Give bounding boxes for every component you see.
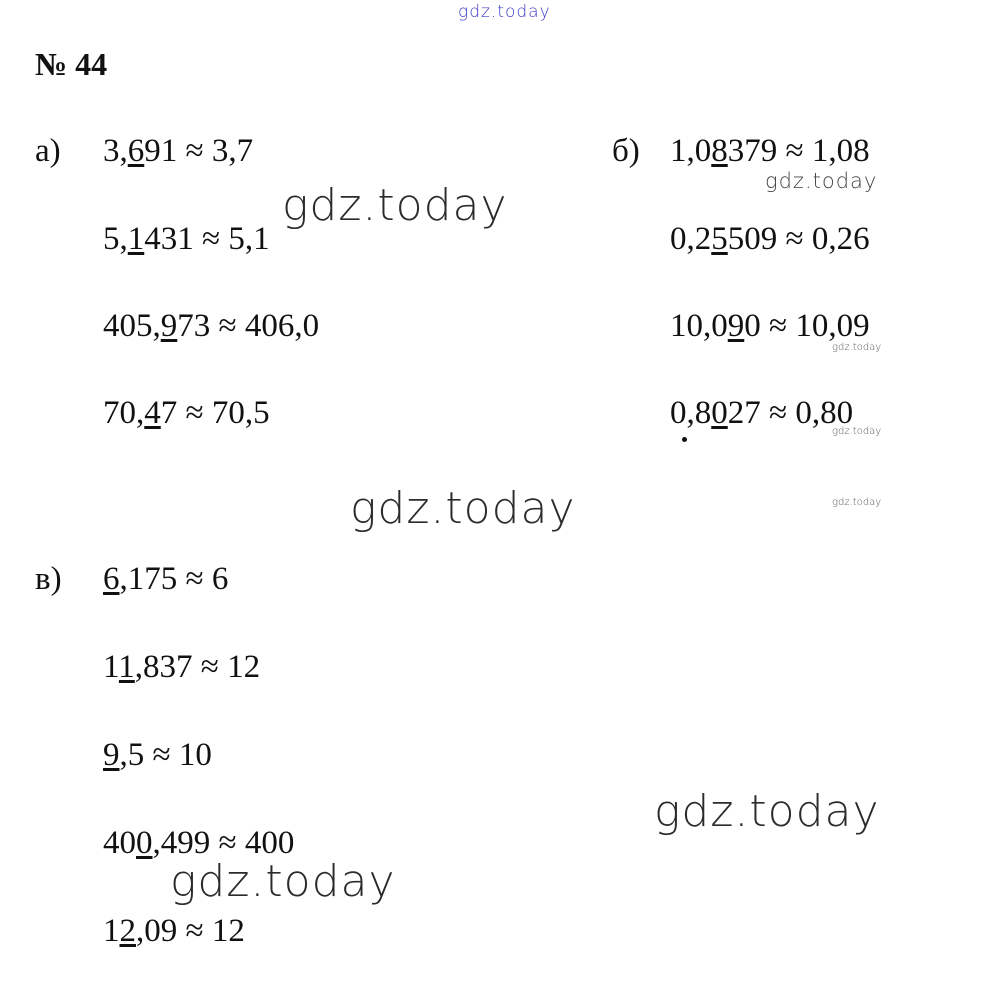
eq-post: ,175 ≈ 6 (119, 561, 229, 597)
equation-c-2 (103, 647, 260, 687)
eq-post: 509 ≈ 0,26 (727, 221, 870, 257)
section-a-label: а) (35, 133, 61, 169)
watermark: gdz.today (765, 169, 878, 193)
eq-post: ,5 ≈ 10 (119, 737, 212, 773)
eq-pre: 0,8 (670, 395, 712, 431)
equation-b-1 (670, 131, 870, 171)
eq-pre: 10,0 (670, 308, 728, 344)
watermark: gdz.today (832, 342, 882, 353)
equation-a-2 (103, 219, 270, 259)
eq-pre: 1,0 (670, 133, 712, 169)
eq-pre: 0,2 (670, 221, 712, 257)
equation-c-3 (103, 735, 212, 775)
watermark: gdz.today (832, 426, 882, 437)
eq-post: 431 ≈ 5,1 (144, 221, 270, 257)
equation-c-5 (103, 911, 245, 951)
eq-digit: 9 (727, 308, 745, 344)
eq-pre: 1 (103, 913, 120, 949)
equation-b-2 (670, 219, 870, 259)
watermark: gdz.today (170, 856, 396, 907)
eq-digit: 6 (127, 133, 145, 169)
problem-number: № 44 (35, 46, 108, 82)
eq-pre: 3, (103, 133, 128, 169)
section-c-label: в) (35, 561, 62, 597)
eq-digit: 8 (711, 133, 728, 169)
eq-digit: 9 (103, 737, 120, 773)
eq-post: 73 ≈ 406,0 (177, 308, 320, 344)
eq-pre: 40 (103, 825, 136, 861)
eq-digit: 6 (103, 561, 120, 597)
watermark: gdz.today (282, 180, 508, 231)
eq-post: ,837 ≈ 12 (134, 649, 261, 685)
equation-a-3 (103, 306, 319, 346)
eq-pre: 5, (103, 221, 128, 257)
section-b-label: б) (612, 133, 640, 169)
ink-dot (682, 437, 687, 442)
eq-digit: 5 (711, 221, 728, 257)
eq-digit: 1 (127, 221, 145, 257)
eq-pre: 70, (103, 395, 145, 431)
eq-post: 91 ≈ 3,7 (144, 133, 254, 169)
equation-c-1 (103, 559, 228, 599)
eq-pre: 405, (103, 308, 161, 344)
eq-digit: 0 (711, 395, 728, 431)
eq-post: 379 ≈ 1,08 (727, 133, 870, 169)
equation-a-1 (103, 131, 253, 171)
equation-b-3 (670, 306, 870, 346)
watermark: gdz.today (654, 786, 880, 837)
eq-post: 27 ≈ 0,80 (727, 395, 854, 431)
watermark-top: gdz.today (458, 2, 551, 22)
eq-post: 0 ≈ 10,09 (744, 308, 870, 344)
eq-post: ,09 ≈ 12 (136, 913, 245, 949)
eq-pre: 1 (103, 649, 119, 685)
watermark: gdz.today (832, 497, 882, 508)
watermark: gdz.today (350, 483, 576, 534)
equation-b-4 (670, 393, 853, 433)
eq-digit: 0 (136, 825, 153, 861)
eq-post: 7 ≈ 70,5 (160, 395, 270, 431)
eq-digit: 1 (118, 649, 135, 685)
eq-post: ,499 ≈ 400 (152, 825, 295, 861)
eq-digit: 2 (119, 913, 136, 949)
eq-digit: 9 (160, 308, 178, 344)
equation-a-4 (103, 393, 270, 433)
eq-digit: 4 (144, 395, 161, 431)
